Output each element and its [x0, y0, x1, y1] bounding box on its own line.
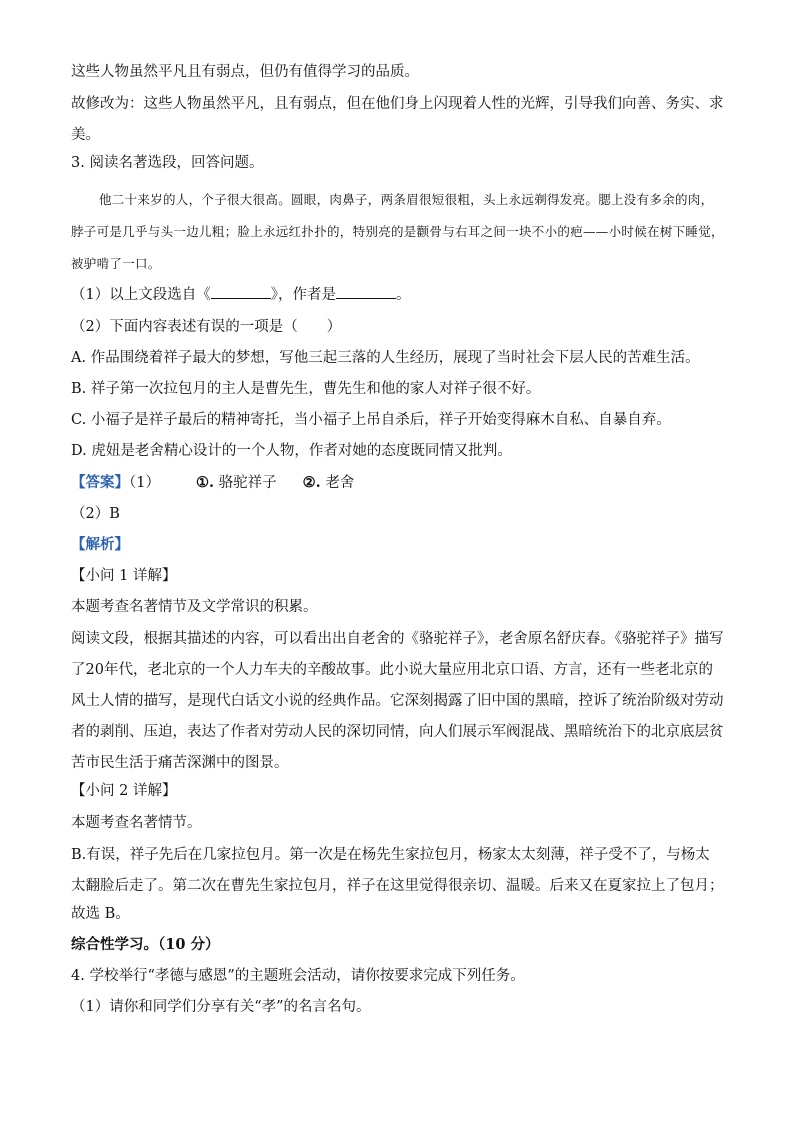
- answer-value-1: 骆驼祥子: [218, 474, 277, 491]
- answer-marker-1: ①.: [195, 473, 215, 491]
- novel-excerpt: 他二十来岁的人，个子很大很高。圆眼，肉鼻子，两条眉很短很粗，头上永远剃得发亮。腮上没有多余的肉，脖子可是几乎与头一边儿粗；脸上永远红扑扑的，特别亮的是颧骨与右耳之间一块不小的疤——小时候在树下睡觉，被驴啃了一口。: [71, 192, 724, 272]
- author-blank[interactable]: [336, 284, 396, 299]
- section-heading: 综合性学习。（10 分）: [71, 936, 220, 953]
- analysis-tag: 【解析】: [71, 535, 129, 553]
- question-4-title: 4. 学校举行“孝德与感恩”的主题班会活动，请你按要求完成下列任务。: [71, 968, 525, 985]
- sub-question-1-analysis: 阅读文段，根据其描述的内容，可以看出出自老舍的《骆驼祥子》，老舍原名舒庆春。《骆驼祥子》描写了20年代，老北京的一个人力车夫的辛酸故事。此小说大量应用北京口语、方言，还有一些老北京的风土人情的描写，是现代白话文小说的经典作品。它深刻揭露了旧中国的黑暗，控诉了统治阶级对劳动者的剥削、压迫，表达了作者对劳动人民的深切同情，向人们展示军阀混战、黑暗统治下的北京底层贫苦市民生活于痛苦深渊中的图景。: [71, 631, 724, 772]
- sub-question-2-title: 【小问 2 详解】: [71, 783, 177, 800]
- text-line-1: 这些人物虽然平凡且有弱点，但仍有值得学习的品质。: [71, 64, 419, 80]
- revision-paragraph: 故修改为：这些人物虽然平凡，且有弱点，但在他们身上闪现着人性的光辉，引导我们向善、务实、求美。: [71, 96, 724, 144]
- q3-1-middle: 》，作者是: [270, 287, 336, 304]
- q3-1-suffix: 。: [395, 287, 411, 304]
- sub-question-1-point: 本题考查名著情节及文学常识的积累。: [71, 599, 318, 616]
- question-3-title: 3. 阅读名著选段，回答问题。: [71, 155, 264, 172]
- sub-question-2-point: 本题考查名著情节。: [71, 814, 202, 831]
- option-d: D. 虎妞是老舍精心设计的一个人物，作者对她的态度既同情又批判。: [71, 443, 512, 460]
- option-a: A. 作品围绕着祥子最大的梦想，写他三起三落的人生经历，展现了当时社会下层人民的苦难生活。: [71, 349, 700, 366]
- q3-1-prefix: （1）以上文段选自《: [71, 287, 211, 304]
- question-4-1: （1）请你和同学们分享有关“孝”的名言名句。: [71, 999, 371, 1016]
- question-3-1: [71, 284, 724, 305]
- answer-line: [71, 473, 724, 493]
- answer-part-1: （1）: [129, 474, 160, 491]
- option-b: B. 祥子第一次拉包月的主人是曹先生，曹先生和他的家人对祥子很不好。: [71, 380, 541, 397]
- answer-marker-2: ②.: [302, 473, 321, 491]
- question-3-2: （2）下面内容表述有误的一项是（ ）: [71, 318, 342, 335]
- book-title-blank[interactable]: [211, 284, 271, 299]
- answer-value-2: 老舍: [325, 474, 355, 491]
- answer-tag: 【答案】: [71, 473, 129, 491]
- sub-question-2-analysis: B.有误，祥子先后在几家拉包月。第一次是在杨先生家拉包月，杨家太太刻薄，祥子受不了，与杨太太翻脸后走了。第二次在曹先生家拉包月，祥子在这里觉得很亲切、温暖。后来又在夏家拉上了包月；: [71, 846, 724, 894]
- answer-part-2: （2）B: [71, 505, 120, 522]
- option-c: C. 小福子是祥子最后的精神寄托，当小福子上吊自杀后，祥子开始变得麻木自私、自暴自弃。: [71, 412, 671, 429]
- sub-question-2-conclusion: 故选 B。: [71, 905, 130, 922]
- sub-question-1-title: 【小问 1 详解】: [71, 568, 177, 585]
